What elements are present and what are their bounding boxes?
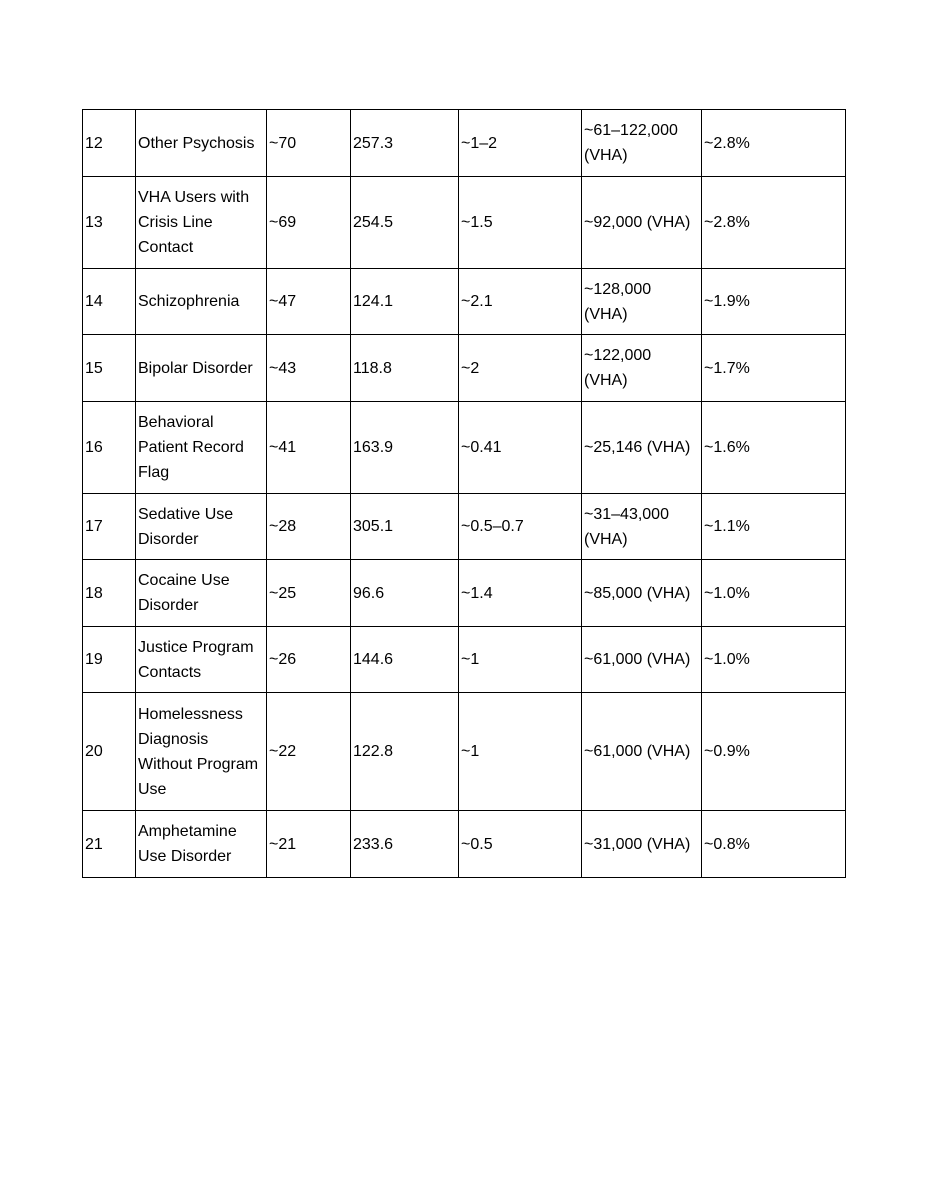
table-cell-col5: ~2: [459, 335, 582, 402]
table-cell-rank: 15: [83, 335, 136, 402]
table-cell-condition: Amphetamine Use Disorder: [136, 811, 267, 878]
table-row: [83, 177, 846, 269]
table-cell-rank: 21: [83, 811, 136, 878]
table-row: [83, 627, 846, 693]
table-cell-col3: ~28: [267, 494, 351, 560]
table-cell-col5: ~1.4: [459, 560, 582, 627]
table-cell-col7: ~2.8%: [702, 110, 846, 177]
table-row: [83, 335, 846, 402]
table-cell-col5: ~0.5–0.7: [459, 494, 582, 560]
table-cell-condition: Sedative Use Disorder: [136, 494, 267, 560]
table-cell-col5: ~2.1: [459, 269, 582, 335]
data-table: [82, 109, 846, 878]
table-row: [83, 811, 846, 878]
table-row: [83, 494, 846, 560]
table-row: [83, 693, 846, 811]
table-cell-col5: ~1: [459, 693, 582, 811]
table-cell-col4: 254.5: [351, 177, 459, 269]
table-cell-col7: ~1.0%: [702, 627, 846, 693]
table-cell-col6: ~61,000 (VHA): [582, 693, 702, 811]
table-cell-condition: Schizophrenia: [136, 269, 267, 335]
table-cell-col6: ~25,146 (VHA): [582, 402, 702, 494]
table-cell-col7: ~0.9%: [702, 693, 846, 811]
table-cell-rank: 16: [83, 402, 136, 494]
table-cell-condition: Justice Program Contacts: [136, 627, 267, 693]
table-cell-col6: ~31,000 (VHA): [582, 811, 702, 878]
table-row: [83, 560, 846, 627]
table-cell-rank: 12: [83, 110, 136, 177]
table-cell-col7: ~1.7%: [702, 335, 846, 402]
table-cell-col3: ~21: [267, 811, 351, 878]
table-cell-col3: ~43: [267, 335, 351, 402]
table-cell-col7: ~0.8%: [702, 811, 846, 878]
table-cell-col5: ~0.41: [459, 402, 582, 494]
table-cell-col6: ~92,000 (VHA): [582, 177, 702, 269]
table-row: [83, 402, 846, 494]
table-cell-col4: 233.6: [351, 811, 459, 878]
table-cell-col6: ~122,000 (VHA): [582, 335, 702, 402]
table-cell-col6: ~61,000 (VHA): [582, 627, 702, 693]
table-cell-col5: ~1.5: [459, 177, 582, 269]
table-cell-col4: 122.8: [351, 693, 459, 811]
table-cell-condition: Cocaine Use Disorder: [136, 560, 267, 627]
table-cell-condition: Behavioral Patient Record Flag: [136, 402, 267, 494]
table-row: [83, 269, 846, 335]
table-cell-condition: Other Psychosis: [136, 110, 267, 177]
table-cell-rank: 19: [83, 627, 136, 693]
table-cell-col5: ~1: [459, 627, 582, 693]
table-cell-col5: ~0.5: [459, 811, 582, 878]
table-cell-rank: 14: [83, 269, 136, 335]
table-cell-col7: ~1.0%: [702, 560, 846, 627]
table-cell-col7: ~1.1%: [702, 494, 846, 560]
table-cell-col5: ~1–2: [459, 110, 582, 177]
table-cell-col3: ~47: [267, 269, 351, 335]
table-cell-rank: 20: [83, 693, 136, 811]
table-cell-rank: 13: [83, 177, 136, 269]
table-cell-col4: 144.6: [351, 627, 459, 693]
table-cell-condition: VHA Users with Crisis Line Contact: [136, 177, 267, 269]
table-cell-rank: 17: [83, 494, 136, 560]
table-cell-col6: ~128,000 (VHA): [582, 269, 702, 335]
table-cell-col3: ~41: [267, 402, 351, 494]
table-row: [83, 110, 846, 177]
table-cell-col6: ~85,000 (VHA): [582, 560, 702, 627]
table-cell-col4: 257.3: [351, 110, 459, 177]
table-cell-col3: ~25: [267, 560, 351, 627]
table-cell-col3: ~26: [267, 627, 351, 693]
table-cell-col6: ~31–43,000 (VHA): [582, 494, 702, 560]
table-cell-col3: ~22: [267, 693, 351, 811]
table-cell-condition: Bipolar Disorder: [136, 335, 267, 402]
table-cell-col3: ~70: [267, 110, 351, 177]
table-cell-col3: ~69: [267, 177, 351, 269]
table-cell-col4: 118.8: [351, 335, 459, 402]
table-cell-col4: 96.6: [351, 560, 459, 627]
table-cell-col4: 124.1: [351, 269, 459, 335]
table-cell-col7: ~2.8%: [702, 177, 846, 269]
table-cell-col6: ~61–122,000 (VHA): [582, 110, 702, 177]
table-cell-rank: 18: [83, 560, 136, 627]
table-cell-col4: 305.1: [351, 494, 459, 560]
table-cell-condition: Homelessness Diagnosis Without Program Use: [136, 693, 267, 811]
table-cell-col7: ~1.9%: [702, 269, 846, 335]
table-cell-col7: ~1.6%: [702, 402, 846, 494]
table-cell-col4: 163.9: [351, 402, 459, 494]
